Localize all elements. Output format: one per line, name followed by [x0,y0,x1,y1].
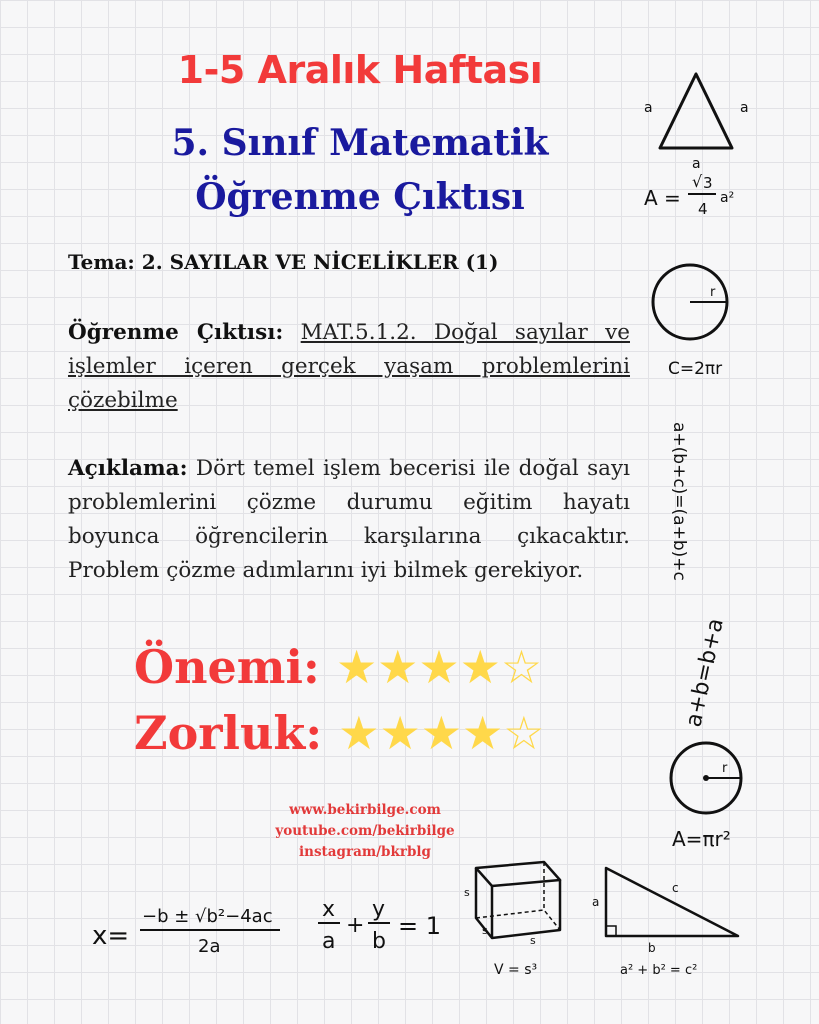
outcome-label: Öğrenme Çıktısı: [68,320,284,345]
quadratic-lhs: x= [92,921,130,951]
comm-formula: a+b=b+a [681,616,729,730]
description-label: Açıklama: [68,456,188,481]
cube-formula: V = s³ [494,962,538,978]
pythagoras-formula: a² + b² = c² [620,963,698,978]
line-plus: + [346,913,365,938]
description [68,452,630,588]
right-tri-b: b [648,941,656,955]
triangle-formula-right: a² [720,190,735,206]
triangle-side-right: a [740,100,749,116]
triangle-side-left: a [644,100,653,116]
importance-stars: ★★★★☆ [335,640,543,694]
quadratic-den: 2a [198,936,221,957]
triangle-doodle [640,60,800,230]
associative-formula-doodle [660,420,730,590]
line-eq: = 1 [398,912,442,940]
triangle-side-bottom: a [692,156,701,172]
instagram-link[interactable]: instagram/bkrblg [299,844,431,860]
circle2-formula: A=πr² [672,827,731,851]
difficulty-label: Zorluk: [134,706,323,760]
line-equation-doodle [318,890,448,960]
cube-side-label-1: s [464,886,470,899]
youtube-link[interactable]: youtube.com/bekirbilge [275,823,455,839]
triangle-formula-den: 4 [698,200,708,218]
line-x: x [322,897,336,922]
learning-outcome [68,316,630,418]
importance-label: Önemi: [134,640,320,694]
circle1-radius-label: r [710,285,716,300]
difficulty-stars: ★★★★☆ [338,706,545,760]
triangle-formula-left: A = [644,186,681,210]
quadratic-num: −b ± √b²−4ac [142,906,273,927]
cube-side-label-3: s [530,934,536,947]
commutative-formula-doodle [670,610,740,740]
cube-side-label-2: s [482,924,488,937]
circle2-radius-label: r [722,761,728,776]
sqrt-icon: √ [692,172,703,191]
assoc-formula: a+(b+c)=(a+b)+c [669,422,689,581]
line-a: a [322,929,336,954]
right-tri-c: c [672,881,679,895]
difficulty-rating [134,706,545,760]
website-link[interactable]: www.bekirbilge.com [289,802,441,818]
theme-heading: Tema: 2. SAYILAR VE NİCELİKLER (1) [68,250,499,274]
outcome-text: MAT.5.1.2. Doğal sayılar ve işlemler içeren gerçek yaşam problemlerini çözebilme [68,320,630,413]
page-title: 1-5 Aralık Haftası [177,48,543,92]
cube-doodle [458,852,578,982]
circle1-formula: C=2πr [668,359,723,379]
importance-rating [134,640,542,694]
right-tri-a: a [592,895,600,909]
subtitle-line-2: Öğrenme Çıktısı [195,176,525,218]
circle-area-doodle [660,740,780,860]
right-triangle-doodle [588,862,768,982]
triangle-formula-root: 3 [703,174,713,192]
line-y: y [372,897,386,922]
subtitle-line-1: 5. Sınıf Matematik [171,122,549,164]
line-b: b [372,929,386,954]
description-text: Dört temel işlem becerisi ile doğal sayı problemlerini çözme durumu eğitim hayatı boyunca öğrencilerin karşılarına çıkacaktır. Problem çözme adımlarını iyi bilmek gerekiyor. [68,456,630,583]
circle-circumference-doodle [648,258,758,388]
quadratic-formula-doodle [92,890,292,960]
